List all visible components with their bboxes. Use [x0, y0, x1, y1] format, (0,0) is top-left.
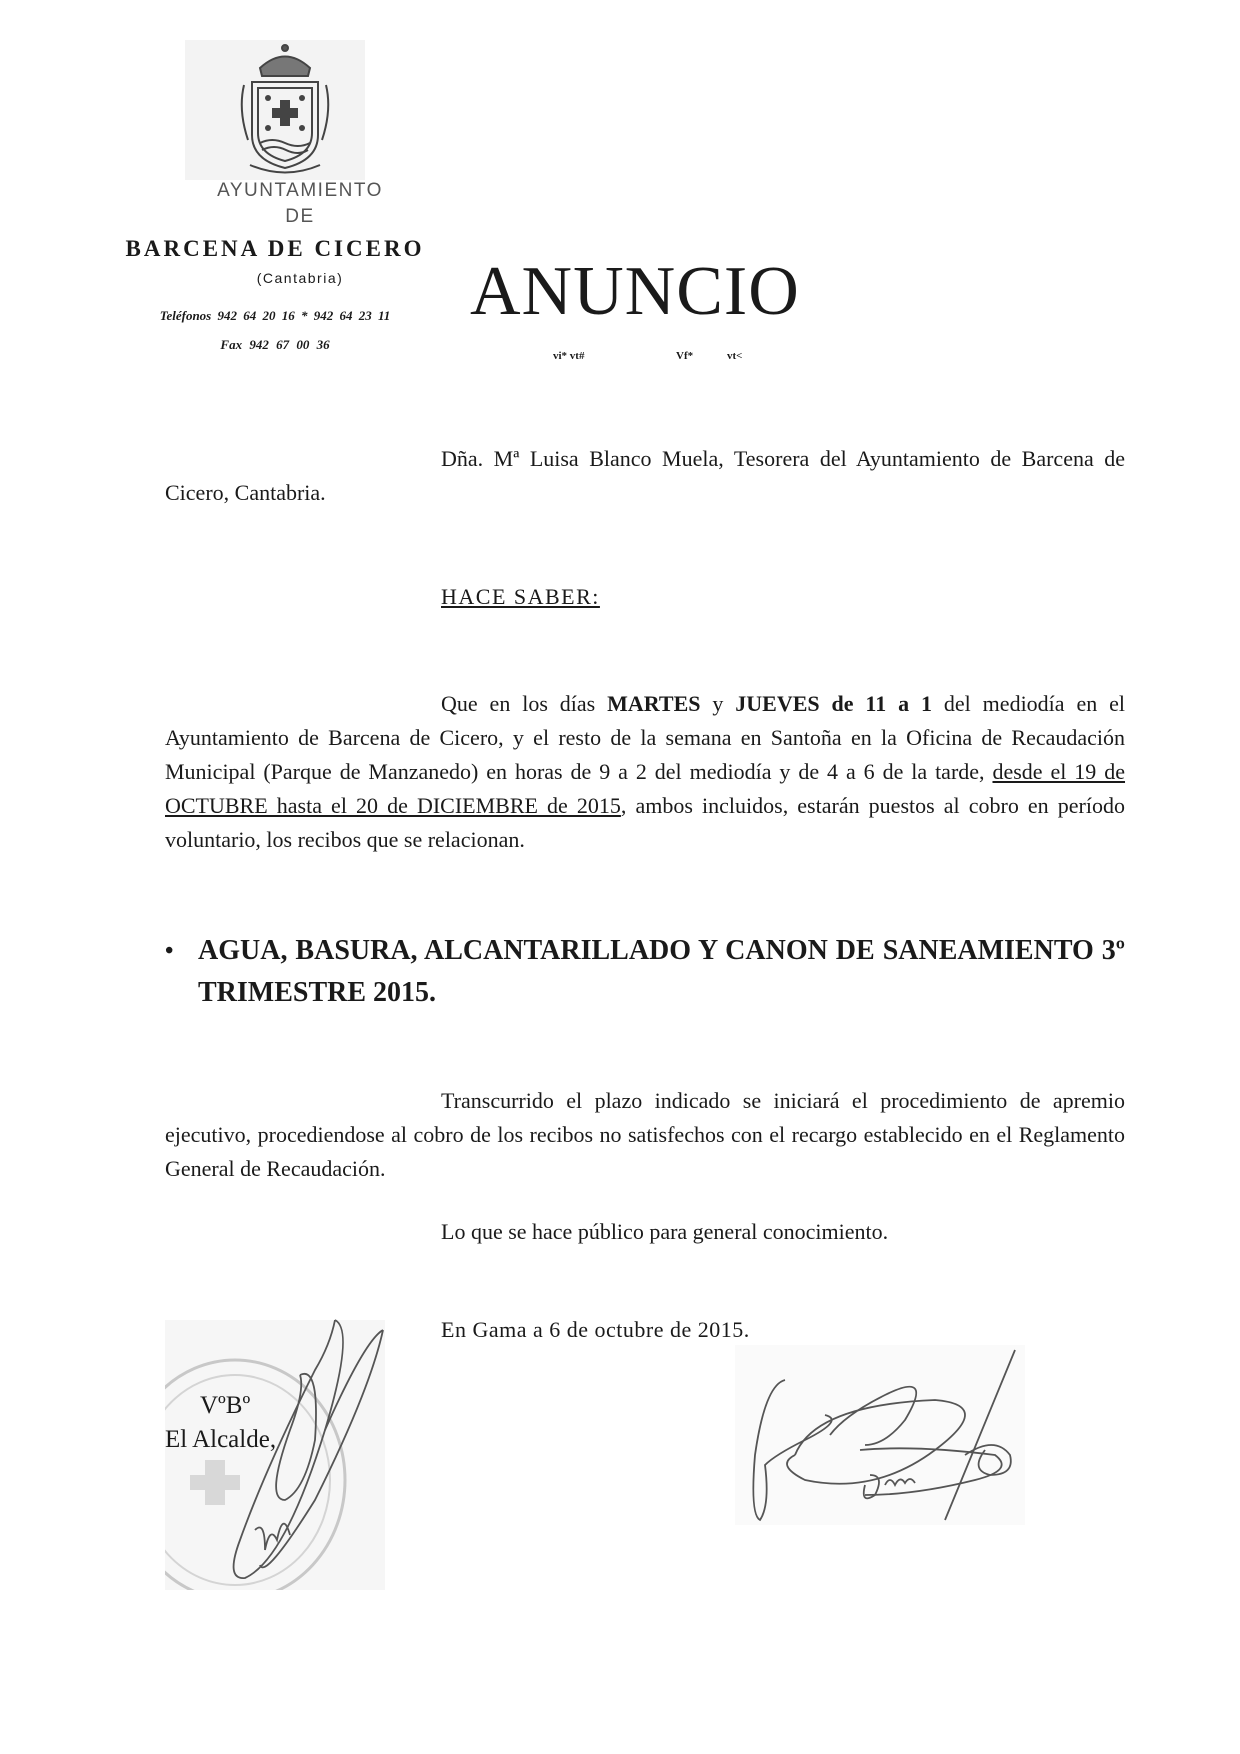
- signature-treasurer-icon: [735, 1345, 1025, 1525]
- intro-paragraph: [165, 442, 1125, 510]
- phone-numbers: Teléfonos 942 64 20 16 * 942 64 23 11: [159, 308, 391, 323]
- reference-code: vt<: [727, 350, 743, 362]
- document-title: ANUNCIO: [470, 253, 800, 330]
- main-text: Que en los días: [441, 691, 608, 716]
- section-heading: HACE SABER:: [441, 584, 600, 609]
- intro-line-2: de Barcena de Cicero, Cantabria.: [165, 446, 1126, 505]
- main-text: , ambos incluidos, estarán puestos al cobro en período voluntario, los recibos que se relacionan.: [165, 793, 1125, 852]
- day-tuesday: MARTES: [607, 691, 701, 716]
- closing-paragraph: [165, 1084, 1125, 1186]
- reference-code: Vf*: [676, 350, 694, 362]
- org-line-ayuntamiento: AYUNTAMIENTO: [217, 180, 383, 201]
- approval-label: VºBº: [200, 1392, 251, 1419]
- main-paragraph: [165, 687, 1125, 857]
- municipality-name: BARCENA DE CICERO: [125, 236, 425, 261]
- public-notice-line: Lo que se hace público para general conocimiento.: [441, 1219, 889, 1244]
- day-thursday-hours: JUEVES de 11 a 1: [735, 691, 933, 716]
- bullet-icon: •: [165, 938, 174, 964]
- mayor-label: El Alcalde,: [165, 1426, 277, 1453]
- date-line: En Gama a 6 de octubre de 2015.: [441, 1317, 750, 1342]
- coat-of-arms-icon: [230, 40, 340, 180]
- region-label: (Cantabria): [256, 270, 344, 286]
- org-line-de: DE: [285, 206, 315, 227]
- closing-text: Transcurrido el plazo indicado se iniciará el procedimiento de apremio ejecutivo, procediendose al cobro de los recibos no satisfechos con el recargo establecido en el Reglamento General de Recaudación.: [165, 1088, 1125, 1181]
- fax-number: Fax 942 67 00 36: [220, 337, 330, 352]
- reference-code: vi* vt#: [553, 350, 585, 362]
- collection-period: desde el 19 de OCTUBRE hasta el 20 de DICIEMBRE de 2015: [165, 759, 1126, 818]
- intro-line-1: Dña. Mª Luisa Blanco Muela, Tesorera del Ayuntamiento: [441, 446, 980, 471]
- receipt-description: AGUA, BASURA, ALCANTARILLADO Y CANON DE SANEAMIENTO 3º TRIMESTRE 2015.: [198, 935, 1125, 1008]
- main-text: y: [700, 691, 736, 716]
- main-text: del mediodía en el Ayuntamiento de Barcena de Cicero, y el resto de la semana en Santoña en la Oficina de Recaudación Municipal (Parque de Manzanedo) en horas de 9 a 2 del mediodía y de 4 a 6 de la tarde,: [165, 691, 1125, 784]
